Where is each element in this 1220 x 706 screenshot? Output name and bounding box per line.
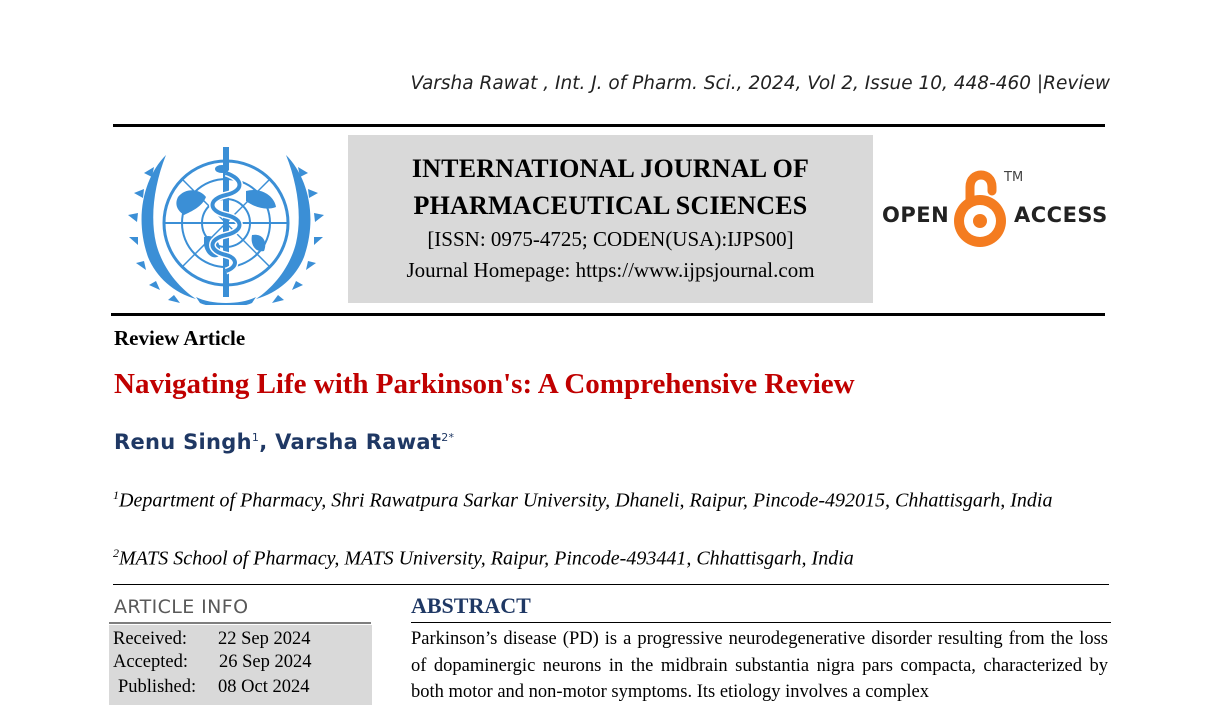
received-row [113, 629, 311, 650]
published-label: Published: [118, 677, 197, 697]
article-info-heading: ARTICLE INFO [114, 596, 249, 618]
open-access-word-open: OPEN [882, 203, 950, 227]
article-title: Navigating Life with Parkinson's: A Comprehensive Review [114, 368, 855, 400]
journal-masthead [348, 135, 873, 303]
affiliation-text: MATS School of Pharmacy, MATS University, Raipur, Pincode-493441, Chhattisgarh, India [119, 547, 854, 570]
accepted-date: 26 Sep 2024 [219, 652, 312, 672]
author-affiliation-marker: 2* [441, 431, 455, 444]
journal-title-line1: INTERNATIONAL JOURNAL OF [411, 154, 810, 183]
author-affiliation-marker: 1 [251, 431, 260, 444]
author-list [114, 430, 454, 454]
received-label: Received: [113, 629, 187, 649]
article-type: Review Article [114, 326, 246, 350]
accepted-label: Accepted: [113, 652, 188, 672]
article-info-rule [109, 622, 371, 624]
article-info-box [109, 625, 372, 705]
received-date: 22 Sep 2024 [218, 629, 311, 649]
who-emblem-icon [126, 137, 326, 305]
affiliation-2 [113, 539, 1103, 574]
abstract-rule [411, 622, 1111, 623]
author-name: Renu Singh [114, 430, 252, 454]
author-separator: , [259, 430, 276, 454]
journal-homepage: Journal Homepage: https://www.ijpsjournal.com [406, 258, 815, 282]
affiliation-marker: 2 [113, 546, 119, 560]
journal-title-line2: PHARMACEUTICAL SCIENCES [413, 191, 808, 220]
accepted-row [113, 652, 312, 673]
section-divider [113, 584, 1109, 585]
top-rule [113, 124, 1105, 127]
affiliation-text: Department of Pharmacy, Shri Rawatpura Sarkar University, Dhaneli, Raipur, Pincode-492015, Chhattisgarh, India [119, 489, 1053, 512]
affiliation-1 [113, 481, 1103, 516]
published-date: 08 Oct 2024 [218, 677, 310, 697]
affiliation-marker: 1 [113, 488, 119, 502]
abstract-heading: ABSTRACT [411, 593, 531, 618]
open-access-word-access: ACCESS [1014, 203, 1108, 227]
journal-issn: [ISSN: 0975-4725; CODEN(USA):IJPS00] [427, 227, 794, 251]
abstract-text: Parkinson’s disease (PD) is a progressive neurodegenerative disorder resulting from the loss of dopaminergic neurons in the midbrain substantia nigra pars compacta, characterized by both motor and non-motor symptoms. Its etiology involves a complex [411, 629, 1108, 702]
running-head: Varsha Rawat , Int. J. of Pharm. Sci., 2024, Vol 2, Issue 10, 448-460 |Review [410, 73, 1110, 94]
masthead-bottom-rule [111, 313, 1105, 316]
author-name: Varsha Rawat [275, 430, 442, 454]
trademark-mark: TM [1004, 170, 1024, 185]
journal-title [348, 150, 873, 224]
